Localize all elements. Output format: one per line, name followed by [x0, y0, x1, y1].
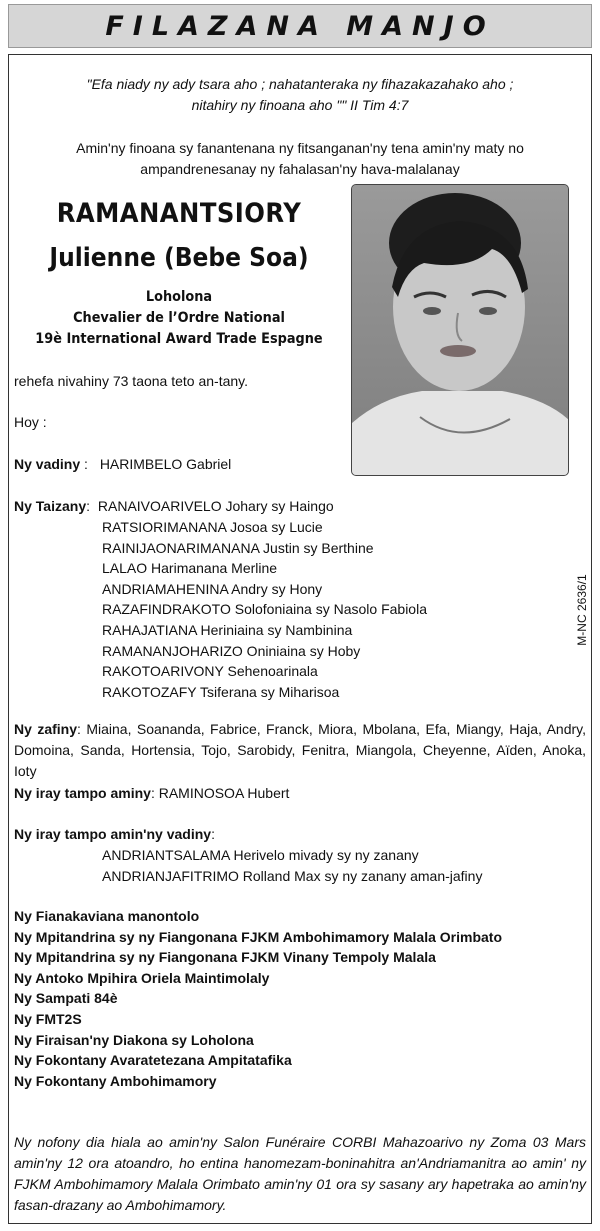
tampo-vadiny-list	[102, 845, 482, 886]
deceased-portrait	[351, 184, 569, 476]
hoy-label: Hoy :	[14, 414, 47, 430]
organization-item: Ny Fokontany Avaratetezana Ampitatafika	[14, 1052, 292, 1069]
zafiny-text: : Miaina, Soananda, Fabrice, Franck, Miora, Mbolana, Efa, Miangy, Haja, Andry, Domoina, Sanda, Hortensia, Tojo, Sarobidy, Fenitra, Miangola, Cheyenne, Aïden, Anoka, Ioty	[14, 721, 587, 779]
notice-header	[8, 4, 592, 48]
list-item: RAINIJAONARIMANANA Justin sy Berthine	[102, 539, 374, 556]
tampo-aminy-value: : RAMINOSOA Hubert	[150, 785, 290, 801]
taizany-sep: :	[86, 498, 90, 514]
list-item: RATSIORIMANANA Josoa sy Lucie	[102, 519, 323, 535]
taizany-first: RANAIVOARIVELO Johary sy Haingo	[97, 498, 334, 514]
organizations-list	[14, 906, 502, 1091]
intro-line: Amin'ny finoana sy fanantenana ny fitsanganan'ny tena amin'ny maty no	[76, 140, 524, 156]
title-line: Loholona	[145, 289, 213, 305]
vadiny-sep: :	[80, 456, 88, 472]
list-item: RAHAJATIANA Heriniaina sy Nambinina	[102, 621, 353, 638]
list-item: ANDRIANJAFITRIMO Rolland Max sy ny zanany aman-jafiny	[102, 867, 483, 884]
vadiny-label: Ny vadiny	[14, 456, 81, 472]
tampo-vadiny-label: Ny iray tampo amin'ny vadiny	[14, 826, 212, 842]
organization-item: Ny Fianakaviana manontolo	[14, 908, 200, 924]
zafiny-label: Ny zafiny	[14, 721, 78, 737]
notice-title: FILAZANA MANJO	[105, 11, 495, 42]
zafiny-paragraph	[14, 719, 586, 782]
tampo-vadiny-row	[14, 824, 215, 845]
list-item: RAZAFINDRAKOTO Solofoniaina sy Nasolo Fabiola	[102, 601, 427, 618]
intro-line: ampandrenesanay ny fahalasan'ny hava-malalanay	[140, 161, 460, 177]
list-item: ANDRIAMAHENINA Andry sy Hony	[102, 580, 323, 597]
deceased-titles	[27, 287, 331, 350]
intro-text	[30, 138, 570, 180]
portrait-illustration	[352, 185, 569, 476]
list-item: RAKOTOZAFY Tsiferana sy Miharisoa	[102, 683, 340, 700]
list-item: LALAO Harimanana Merline	[102, 560, 278, 577]
tampo-aminy-label: Ny iray tampo aminy	[14, 785, 151, 801]
organization-item: Ny Sampati 84è	[14, 990, 118, 1007]
quote-line: nitahiry ny finoana aho "" II Tim 4:7	[191, 97, 409, 113]
vadiny-value: HARIMBELO Gabriel	[99, 456, 232, 472]
organization-item: Ny Antoko Mpihira Oriela Maintimolaly	[14, 969, 270, 986]
age-line: rehefa nivahiny 73 taona teto an-tany.	[14, 373, 249, 389]
taizany-row	[14, 496, 334, 517]
organization-item: Ny FMT2S	[14, 1010, 82, 1027]
quote-line: "Efa niady ny ady tsara aho ; nahatanteraka ny fihazakazahako aho ;	[86, 76, 514, 92]
organization-item: Ny Mpitandrina sy ny Fiangonana FJKM Vinany Tempoly Malala	[14, 949, 436, 966]
organization-item: Ny Mpitandrina sy ny Fiangonana FJKM Ambohimamory Malala Orimbato	[14, 928, 503, 945]
bible-quote	[30, 74, 570, 116]
organization-item: Ny Fokontany Ambohimamory	[14, 1072, 217, 1089]
organization-item: Ny Firaisan'ny Diakona sy Loholona	[14, 1031, 254, 1048]
tampo-vadiny-sep: :	[211, 826, 215, 842]
list-item: RAMANANJOHARIZO Oniniaina sy Hoby	[102, 642, 361, 659]
reference-code: M-NC 2636/1	[575, 574, 589, 646]
title-line: Chevalier de l’Ordre National	[73, 310, 285, 326]
list-item: RAKOTOARIVONY Sehenoarinala	[102, 663, 318, 680]
list-item: ANDRIANTSALAMA Herivelo mivady sy ny zanany	[102, 847, 419, 863]
funeral-details: Ny nofony dia hiala ao amin'ny Salon Funéraire CORBI Mahazoarivo ny Zoma 03 Mars amin'ny 12 ora atoandro, ho entina hanomezam-boninahitra an'Andriamanitra ao amin' ny FJKM Ambohimamory Malala Orimbato amin'ny 01 ora sy sasany ary hapetraka ao amin'ny fasan-drazany ao Ambohimamory.	[14, 1134, 586, 1213]
tampo-aminy-row	[14, 783, 289, 804]
deceased-surname: RAMANANTSIORY	[56, 198, 302, 229]
taizany-label: Ny Taizany	[14, 498, 87, 514]
vadiny-row	[14, 454, 231, 475]
title-line: 19è International Award Trade Espagne	[35, 331, 323, 347]
deceased-given-names: Julienne (Bebe Soa)	[49, 243, 309, 273]
taizany-list	[102, 517, 427, 702]
